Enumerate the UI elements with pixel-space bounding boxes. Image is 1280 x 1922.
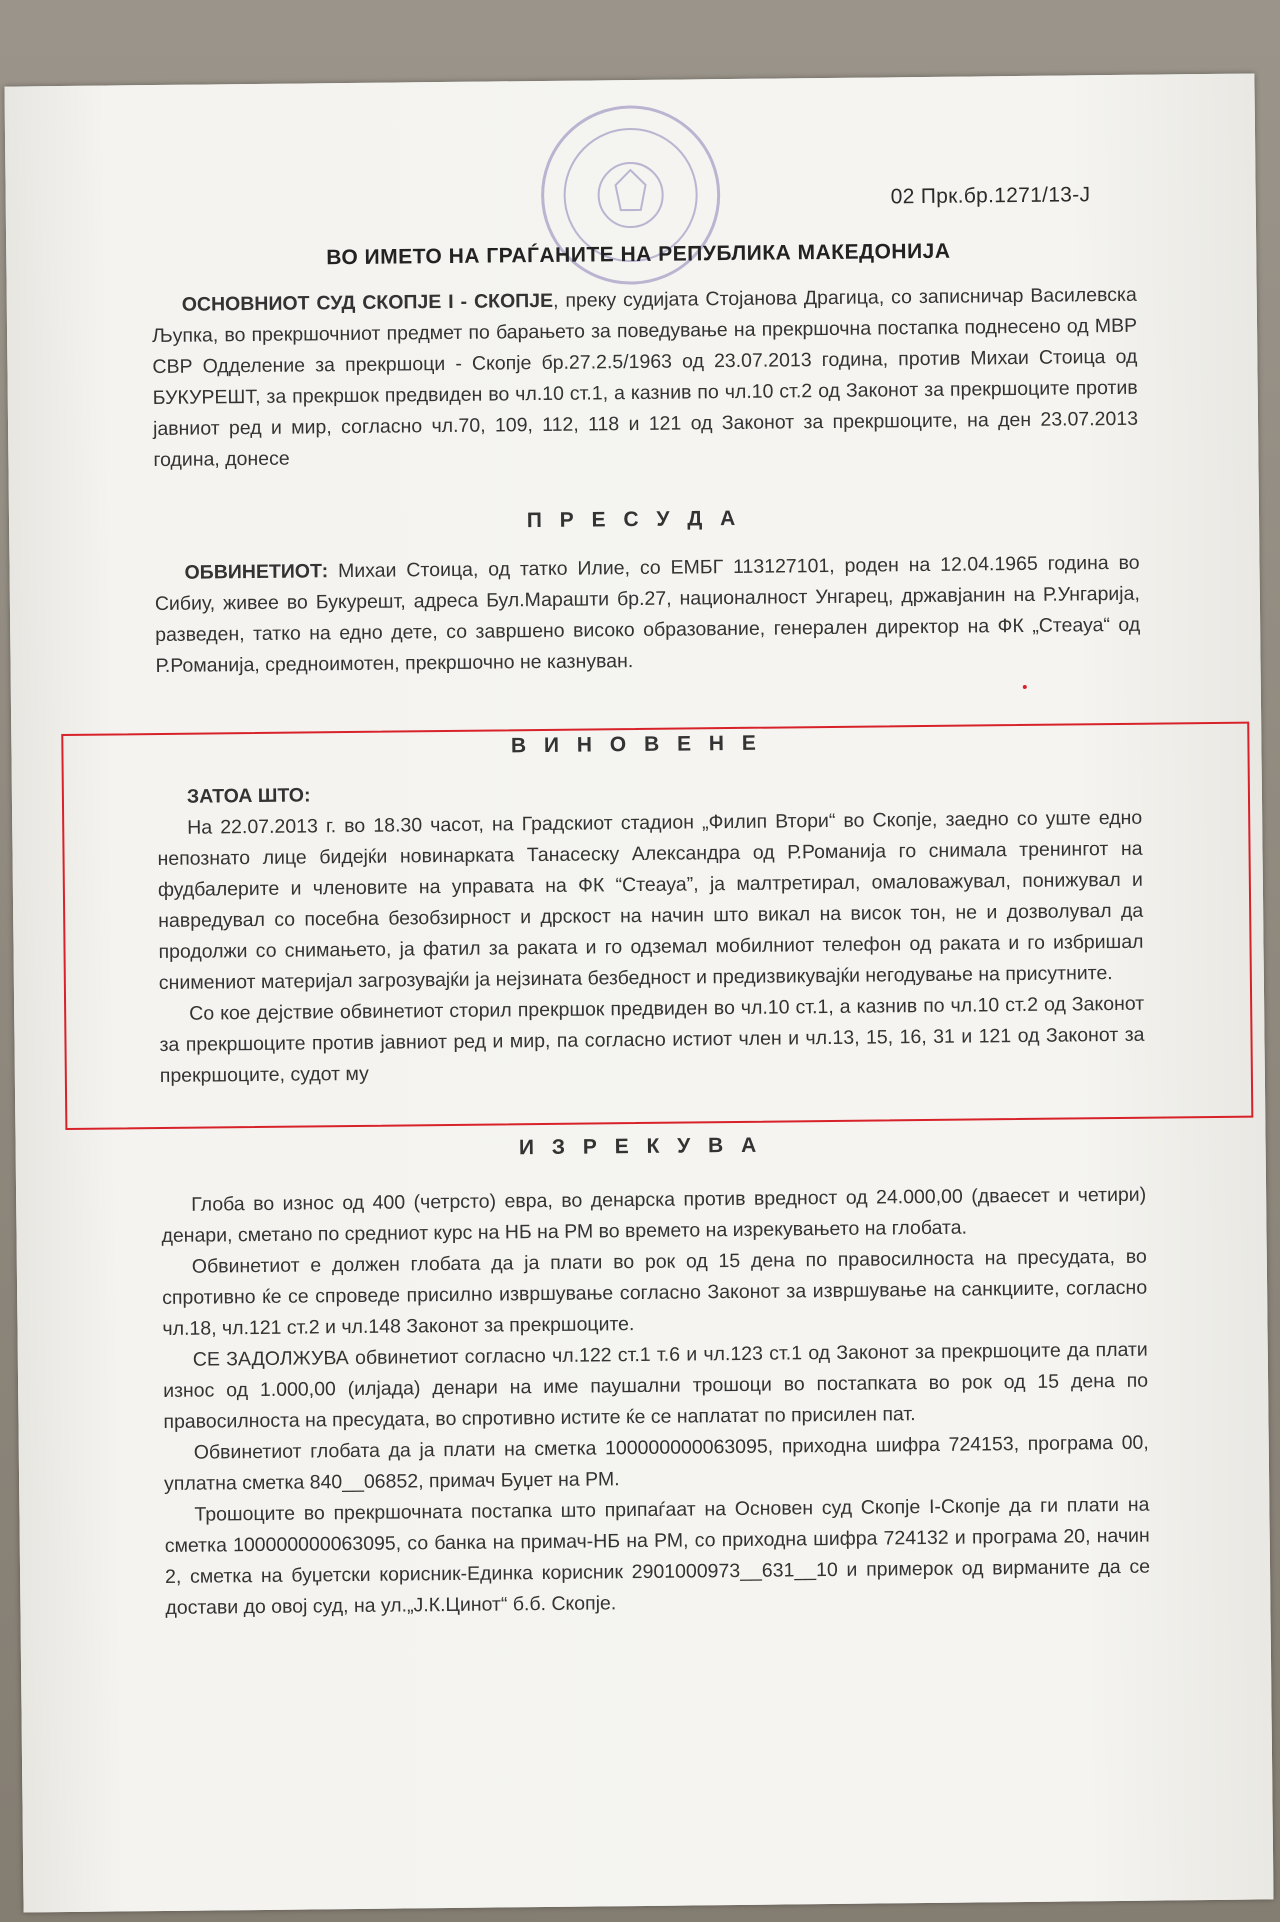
intro-text: , преку судијата Стојанова Драгица, со записничар Василевска Љупка, во прекршочниот предмет по барањето за поведување на прекршочна постапка поднесено од МВР СВР Одделение за прекршоци - Скопје бр.27.2.5/1963 од 23.07.2013 година, против Михаи Стоица од БУКУРЕШТ, за прекршок предвиден во чл.10 ст.1, а казнив по чл.10 ст.2 од Законот за прекршоците против јавниот ред и мир, согласно чл.70, 109, 112, 118 и 121 од Законот за прекршоците, на ден 23.07.2013 година, донесе [151,283,1139,472]
accused-label: ОБВИНЕТИОТ: [184,560,329,584]
guilty-paragraph-1: На 22.07.2013 г. во 18.30 часот, на Градскиот стадион „Филип Втори“ во Скопје, заедно со уште едно непознато лице бидејќи новинарката Танасеску Александра од Р.Романија го снимала тренингот на фудбалерите и членовите на управата на ФК “Стеауа”, ја малтретирал, омаловажувал, понижувал и навредувал со посебна безобзирност и дрскост на начин што викал на висок тон, не и дозволувал да продолжи со снимањето, ја фатил за раката и го одземал мобилниот телефон од раката и го избришал снимениот материјал загрозувајќи ја нејзината безбедност и предизвикувајќи негодување на присутните. [157,806,1144,995]
accused-paragraph [154,548,1140,682]
case-number: 02 Прк.бр.1271/13-Ј [890,183,1091,209]
guilty-paragraph-2: Со кое дејствие обвинетиот сторил прекршок предвиден во чл.10 ст.1, а казнив по чл.10 ст.2 од Законот за прекршоците против јавниот ред и мир, па согласно истиот член и чл.13, 15, 16, 31 и 121 од Законот за прекршоците, судот му [159,992,1145,1088]
document-page [4,74,1273,1913]
verdict-heading: П Р Е С У Д А [526,506,742,533]
sentence-paragraph: Глоба во износ од 400 (четрсто) евра, во денарска против вредност од 24.000,00 (дваесет и четири) денари, сметано по средниот курс на НБ на РМ во времето на изрекувањето на глобата. [161,1183,1147,1248]
because-label: ЗАТОА ШТО: [186,784,311,808]
accused-text: Михаи Стоица, од татко Илие, со ЕМБГ 113127101, роден на 12.04.1965 година во Сибиу, живее во Букурешт, адреса Бул.Марашти бр.27, националност Унгарец, државјанин на Р.Унгарија, разведен, татко на едно дете, со завршено високо образование, генерален директор на ФК „Стеауа“ од Р.Романија, средноимотен, прекршочно не казнуван. [154,551,1141,678]
sentence-paragraph: Трошоците во прекршочната постапка што припаѓаат на Основен суд Скопје І-Скопје да ги плати на сметка 100000000063095, со банка на примач-НБ на РМ, со приходна шифра 724132 и програма 20, начин 2, сметка на буџетски корисник-Единка корисник 2901000973__631__10 и примерок од вирманите да се достави до овој суд, на ул.„Ј.К.Цинот“ б.б. Скопје. [164,1493,1151,1619]
guilty-section [157,772,1145,1092]
sentence-paragraph: Обвинетиот е должен глобата да ја плати во рок од 15 дена по правосилноста на пресудата, во спротивно ќе се спроведе присилно извршување согласно Законот за извршување на санкциите, согласно чл.18, чл.121 ст.2 и чл.148 Законот за прекршоците. [162,1245,1148,1341]
red-mark [1023,685,1027,689]
intro-paragraph [152,280,1139,476]
sentence-heading: И З Р Е К У В А [518,1133,763,1160]
guilty-heading: В И Н О В Е Н Е [510,731,762,758]
sentence-section [161,1180,1150,1624]
court-name: ОСНОВНИОТ СУД СКОПЈЕ І - СКОПЈЕ [181,289,554,316]
sentence-paragraph: СЕ ЗАДОЛЖУВА обвинетиот согласно чл.122 ст.1 т.6 и чл.123 ст.1 од Законот за прекршоците да плати износ од 1.000,00 (илјада) денари на име паушални трошоци во постапката во рок од 15 дена по правосилноста на пресудата, во спротивно истите ќе се наплатат по присилен пат. [163,1338,1149,1434]
sentence-paragraph: Обвинетиот глобата да ја плати на сметка 100000000063095, приходна шифра 724153, програма 00, уплатна сметка 840__06852, примач Буџет на РМ. [164,1431,1149,1495]
document-title: ВО ИМЕТО НА ГРАЃАНИТЕ НА РЕПУБЛИКА МАКЕДОНИЈА [326,239,951,270]
